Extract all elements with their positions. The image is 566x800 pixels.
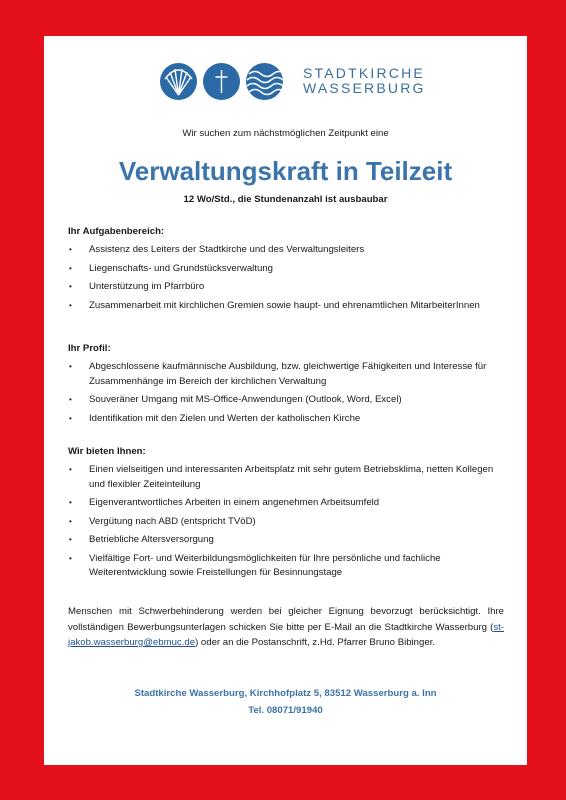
contact-footer	[44, 685, 527, 719]
cross-icon	[203, 63, 240, 100]
email-link[interactable]: st-jakob.wasserburg@ebmuc.de	[68, 621, 504, 648]
list-item: • Assistenz des Leiters der Stadtkirche und des Verwaltungsleiters	[68, 243, 508, 258]
closing-paragraph	[68, 604, 504, 651]
logo-line-1: STADTKIRCHE	[303, 65, 425, 81]
list-item: • Betriebliche Altersversorgung	[68, 533, 508, 548]
profile-section	[68, 343, 508, 430]
closing-text-end: ) oder an die Postanschrift, z.Hd. Pfarrer Bruno Bibinger.	[195, 637, 436, 648]
tasks-list	[68, 243, 508, 313]
profile-heading: Ihr Profil:	[68, 343, 111, 354]
list-item: • Zusammenarbeit mit kirchlichen Gremien sowie haupt- und ehrenamtlichen MitarbeiterInnen	[68, 299, 508, 314]
list-item: • Abgeschlossene kaufmännische Ausbildung, bzw. gleichwertige Fähigkeiten und Interesse für Zusammenhänge im Bereich der kirchlichen Verwaltung	[68, 360, 508, 389]
job-title: Verwaltungskraft in Teilzeit	[118, 156, 453, 186]
list-item: • Liegenschafts- und Grundstücksverwaltung	[68, 262, 508, 277]
offer-heading: Wir bieten Ihnen:	[68, 446, 146, 457]
list-item: • Vergütung nach ABD (entspricht TVöD)	[68, 515, 508, 530]
list-item: • Vielfältige Fort- und Weiterbildungsmöglichkeiten für Ihre persönliche und fachliche Weiterentwicklung sowie Freistellungen für Besinnungstage	[68, 552, 508, 581]
shell-icon	[160, 63, 197, 100]
offer-list	[68, 463, 508, 581]
list-item: • Souveräner Umgang mit MS-Office-Anwendungen (Outlook, Word, Excel)	[68, 393, 508, 408]
list-item: • Identifikation mit den Zielen und Werten der katholischen Kirche	[68, 412, 508, 427]
list-item: • Einen vielseitigen und interessanten Arbeitsplatz mit sehr gutem Betriebsklima, netten Kollegen und flexibler Zeiteinteilung	[68, 463, 508, 492]
waves-icon	[246, 63, 283, 100]
tasks-heading: Ihr Aufgabenbereich:	[68, 226, 165, 237]
logo-wordmark	[303, 66, 426, 96]
list-item: • Eigenverantwortliches Arbeiten in einem angenehmen Arbeitsumfeld	[68, 496, 508, 511]
list-item: • Unterstützung im Pfarrbüro	[68, 280, 508, 295]
address: Stadtkirche Wasserburg, Kirchhofplatz 5, 83512 Wasserburg a. Inn	[134, 688, 437, 699]
offer-section	[68, 446, 508, 585]
stadtkirche-logo	[160, 60, 426, 102]
logo-line-2: WASSERBURG	[303, 80, 426, 96]
profile-list	[68, 360, 508, 426]
tasks-section	[68, 226, 508, 317]
job-posting-sheet	[44, 36, 527, 765]
intro-text: Wir suchen zum nächstmöglichen Zeitpunkt eine	[182, 128, 389, 139]
hours-subtitle: 12 Wo/Std., die Stundenanzahl ist ausbaubar	[183, 194, 388, 205]
closing-text-start: Menschen mit Schwerbehinderung werden bei gleicher Eignung bevorzugt berücksichtigt. Ihre vollständigen Bewerbungsunterlagen schicken Sie bitte per E-Mail an die Stadtkirche Wasserburg (	[68, 606, 504, 633]
phone: Tel. 08071/91940	[248, 705, 323, 716]
